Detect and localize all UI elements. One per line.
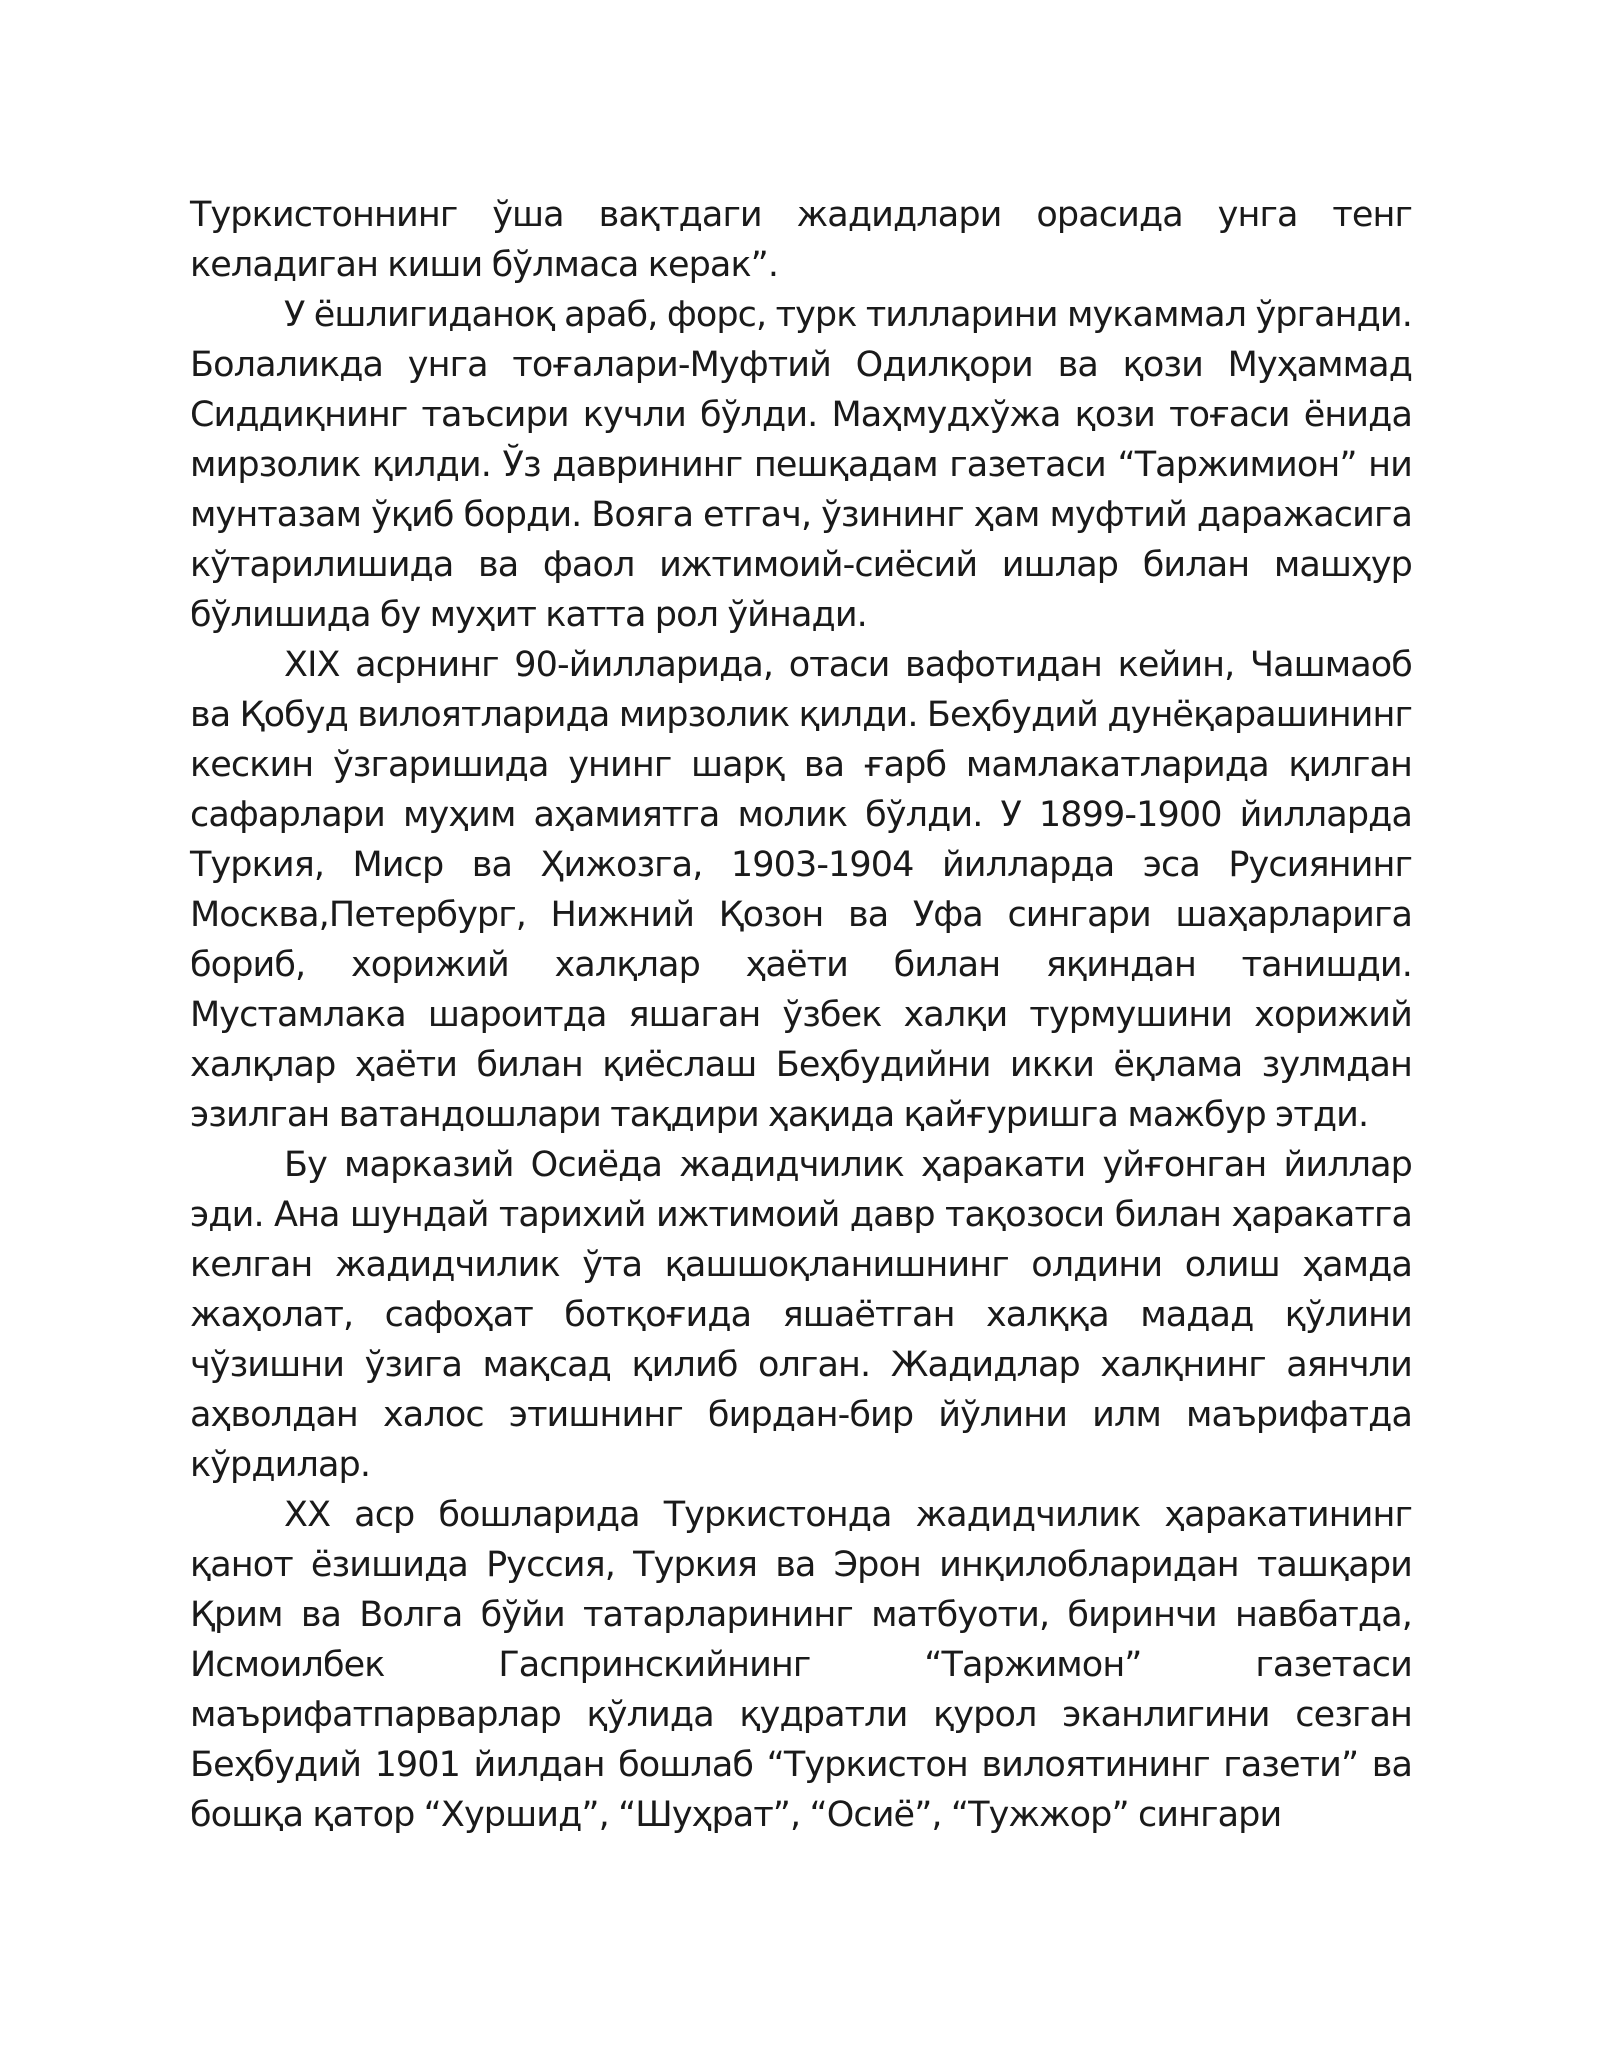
document-page [190,190,1412,1840]
paragraph-3: XIX асрнинг 90-йилларида, отаси вафотидан кейин, Чашмаоб ва Қобуд вилоятларида мирзолик қилди. Беҳбудий дунёқарашининг кескин ўзгаришида унинг шарқ ва ғарб мамлакатларида қилган сафарлари муҳим аҳамиятга молик бўлди. У 1899-1900 йилларда Туркия, Миср ва Ҳижозга, 1903-1904 йилларда эса Русиянинг Москва,Петербург, Нижний Қозон ва Уфа сингари шаҳарларига бориб, хорижий халқлар ҳаёти билан яқиндан танишди. Мустамлака шароитда яшаган ўзбек халқи турмушини хорижий халқлар ҳаёти билан қиёслаш Беҳбудийни икки ёқлама зулмдан эзилган ватандошлари тақдири ҳақида қайғуришга мажбур этди. [190,645,1412,1135]
paragraph-4: Бу марказий Осиёда жадидчилик ҳаракати уйғонган йиллар эди. Ана шундай тарихий ижтимоий давр тақозоси билан ҳаракатга келган жадидчилик ўта қашшоқланишнинг олдини олиш ҳамда жаҳолат, сафоҳат ботқоғида яшаётган халққа мадад қўлини чўзишни ўзига мақсад қилиб олган. Жадидлар халқнинг аянчли аҳволдан халос этишнинг бирдан-бир йўлини илм маърифатда кўрдилар. [190,1145,1412,1485]
paragraph-5: XX аср бошларида Туркистонда жадидчилик ҳаракатининг қанот ёзишида Руссия, Туркия ва Эрон инқилобларидан ташқари Қрим ва Волга бўйи татарларининг матбуоти, биринчи навбатда, Исмоилбек Гаспринскийнинг “Таржимон” газетаси маърифатпарварлар қўлида қудратли қурол эканлигини сезган Беҳбудий 1901 йилдан бошлаб “Туркистон вилоятининг газети” ва бошқа қатор “Хуршид”, “Шуҳрат”, “Осиё”, “Тужжор” сингари [190,1495,1412,1835]
paragraph-1: Туркистоннинг ўша вақтдаги жадидлари орасида унга тенг келадиган киши бўлмаса керак”. [190,195,1412,285]
paragraph-2: У ёшлигиданоқ араб, форс, турк тилларини мукаммал ўрганди. Болаликда унга тоғалари-Муфтий Одилқори ва қози Муҳаммад Сиддиқнинг таъсири кучли бўлди. Маҳмудхўжа қози тоғаси ёнида мирзолик қилди. Ўз даврининг пешқадам газетаси “Таржимион” ни мунтазам ўқиб борди. Вояга етгач, ўзининг ҳам муфтий даражасига кўтарилишида ва фаол ижтимоий-сиёсий ишлар билан машҳур бўлишида бу муҳит катта рол ўйнади. [190,295,1412,635]
